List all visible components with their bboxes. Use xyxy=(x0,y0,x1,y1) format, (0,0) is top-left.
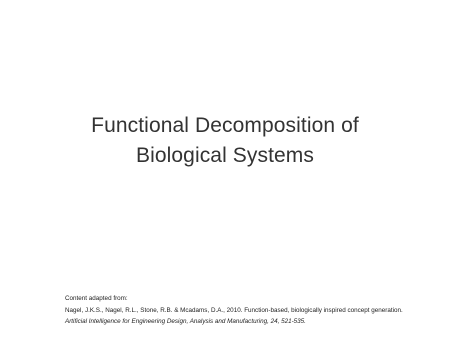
slide-title xyxy=(20,111,430,171)
citation-authors: Nagel, J.K.S., Nagel, R.L., Stone, R.B. & Mcadams, D.A., 2010. Function-based, biologically inspired concept generation. xyxy=(65,306,403,314)
source-credits xyxy=(65,293,445,328)
citation-journal: Artificial Intelligence for Engineering Design, Analysis and Manufacturing, 24, 521-535. xyxy=(65,318,306,325)
title-line-2: Biological Systems xyxy=(135,144,315,167)
credits-label: Content adapted from: xyxy=(65,295,128,302)
title-line-1: Functional Decomposition of xyxy=(91,114,359,137)
